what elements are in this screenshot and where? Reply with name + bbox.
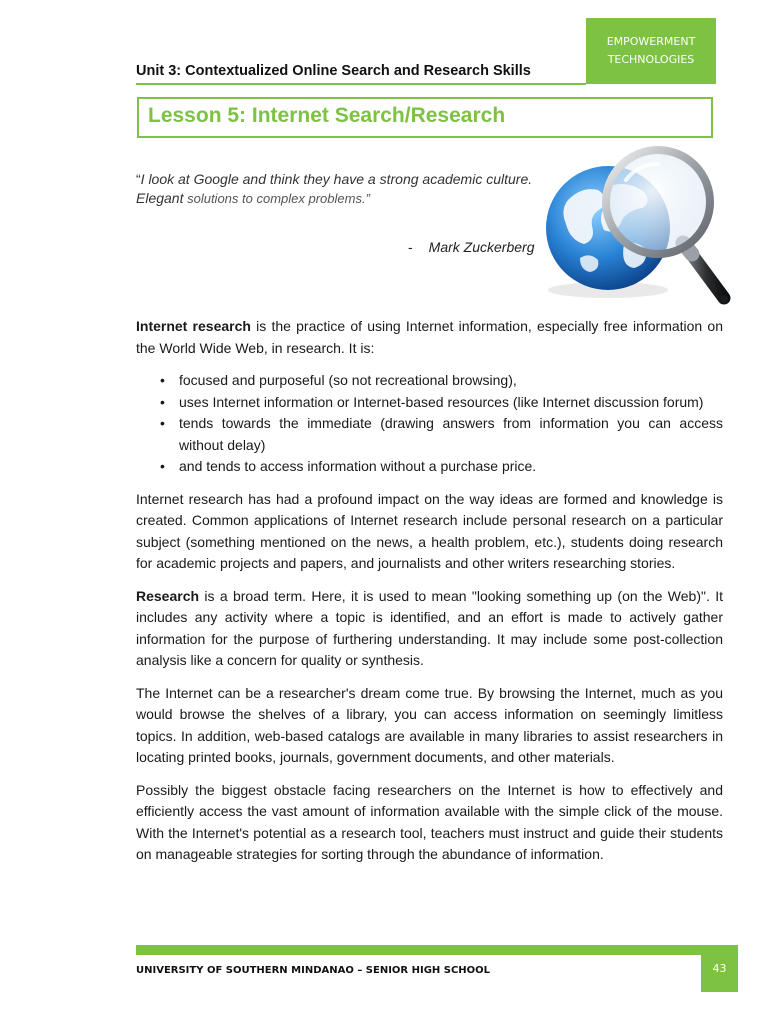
badge-line-2: TECHNOLOGIES	[607, 53, 695, 66]
list-item: • tends towards the immediate (drawing answers from information you can access without delay)	[179, 413, 723, 456]
badge-line-1: EMPOWERMENT	[606, 35, 696, 48]
unit-title: Unit 3: Contextualized Online Search and Research Skills	[136, 63, 531, 79]
list-item: • and tends to access information without a purchase price.	[179, 456, 723, 478]
paragraph-obstacle: Possibly the biggest obstacle facing researchers on the Internet is how to effectively and efficiently access the vast amount of information available with the simple click of the mouse. With the Internet's potential as a research tool, teachers must instruct and guide their students on manageable strategies for sorting through the abundance of information.	[136, 781, 723, 862]
characteristics-list	[136, 370, 723, 478]
lesson-title: Lesson 5: Internet Search/Research	[148, 104, 506, 127]
paragraph-3-text: is a broad term. Here, it is used to mean "looking something up (on the Web)". It includes any activity where a topic is identified, and an effort is made to actively gather information for the purpose of furthering understanding. It may include some post-collection analysis like a concern for quality or synthesis.	[136, 587, 723, 668]
list-item: • focused and purposeful (so not recreational browsing),	[179, 370, 723, 392]
attribution-dash: -	[408, 239, 413, 255]
lesson-body	[136, 316, 723, 877]
quote-line-1: I look at Google and think they have a strong academic culture.	[140, 171, 533, 187]
paragraph-internet-research	[136, 316, 723, 359]
term-research: Research	[136, 587, 200, 604]
paragraph-impact: Internet research has had a profound impact on the way ideas are formed and knowledge is created. Common applications of Internet research include personal research on a particular subject (something mentioned on the news, a health problem, etc.), students doing research for academic projects and papers, and journalists and other writers researching stories.	[136, 490, 723, 571]
footer-institution: UNIVERSITY OF SOUTHERN MINDANAO – SENIOR HIGH SCHOOL	[136, 965, 491, 976]
quote-elegant: Elegant	[136, 190, 184, 206]
subject-badge	[586, 18, 716, 84]
footer-bar	[136, 945, 701, 955]
quote-open-mark: “	[136, 171, 141, 187]
page-number: 43	[701, 945, 738, 992]
paragraph-researcher-dream: The Internet can be a researcher's dream come true. By browsing the Internet, much as you would browse the shelves of a library, you can access information on seemingly limitless topics. In addition, web-based catalogs are available in many libraries to assist researchers in locating printed books, journals, government documents, and other materials.	[136, 684, 723, 765]
lesson-title-box	[137, 97, 713, 138]
term-internet-research: Internet research	[136, 318, 251, 334]
quote-author: Mark Zuckerberg	[428, 239, 535, 255]
list-item: • uses Internet information or Internet-based resources (like Internet discussion forum)	[179, 392, 723, 414]
paragraph-research-definition	[136, 586, 723, 672]
unit-title-underline	[136, 83, 586, 85]
quote-block	[136, 170, 576, 208]
quote-line-2: solutions to complex problems.”	[183, 191, 370, 206]
globe-magnifier-icon	[540, 140, 736, 310]
quote-attribution	[408, 239, 534, 255]
paragraph-1-text: is the practice of using Internet information, especially free information on the World Wide Web, in research. It is:	[136, 318, 724, 356]
